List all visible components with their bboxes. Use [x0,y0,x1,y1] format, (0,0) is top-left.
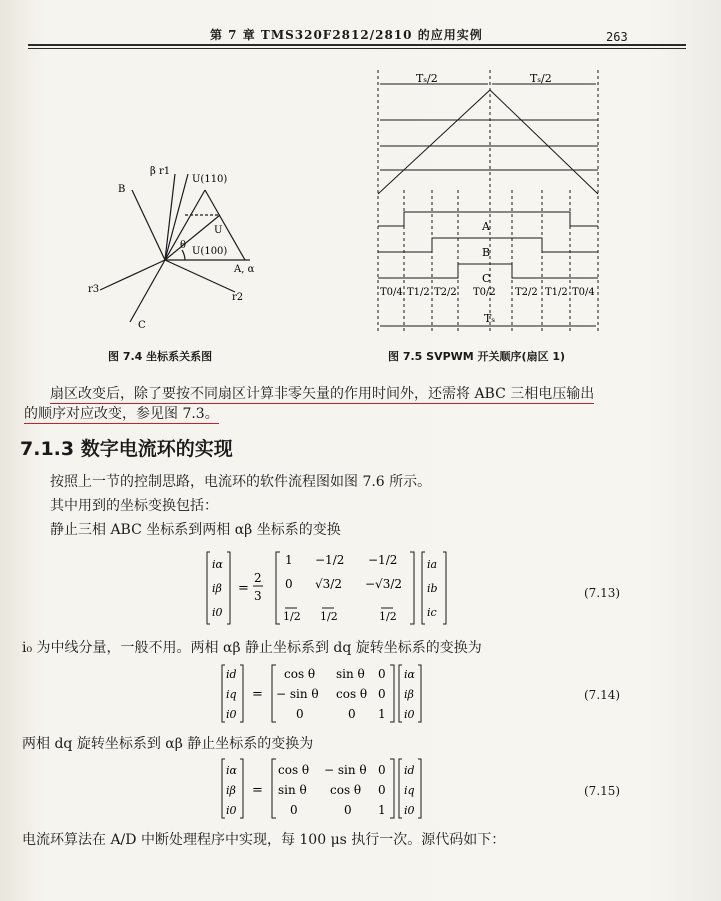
eq713-rhs-2: ib [427,582,438,595]
paragraph-alphabeta-to-dq: i₀ 为中线分量，一般不用。两相 αβ 静止坐标系到 dq 旋转坐标系的变换为 [22,640,482,656]
eq715-m13: 0 [378,763,386,777]
r3-axis [100,260,165,290]
eq715-m23: 0 [378,783,386,797]
eq715-m31: 0 [290,803,298,817]
triangle-carrier [378,90,598,194]
running-header: 第 7 章 TMS320F2812/2810 的应用实例 [210,28,483,42]
seg-5: T2/2 [515,287,538,298]
eq713-m12: −1/2 [315,553,345,567]
eq714-m11: cos θ [284,667,316,681]
eq713-m21: 0 [285,577,293,591]
eq714-lhs-3: i0 [226,708,237,721]
eq715-m22: cos θ [330,783,362,797]
eq713-lhs-2: iβ [212,582,222,595]
svg-text:=: = [252,687,263,702]
eq715-rhs-3: i0 [404,804,415,817]
eq715-m32: 0 [344,803,352,817]
eq713-lhs-3: i0 [212,606,223,619]
eq714-lhs-2: iq [226,688,237,701]
r2-axis [165,260,235,292]
seg-3: T2/2 [434,287,457,298]
seg-6: T1/2 [545,287,568,298]
figure-7-4-caption: 图 7.4 坐标系关系图 [108,350,213,363]
header-rule [28,44,686,46]
label-ts2-left: Tₛ/2 [416,72,438,85]
label-ts2-right: Tₛ/2 [530,72,552,85]
figure-svpwm-switching [370,70,620,340]
label-b: B [118,184,126,195]
label-phase-c: C [482,272,491,285]
eq714-m33: 1 [378,707,386,721]
paragraph-sector-change-line2: 的顺序对应改变，参见图 7.3。 [24,406,219,422]
eq714-lhs-1: id [226,668,237,681]
label-theta: θ [180,240,187,251]
eq713-factor-num: 2 [254,571,262,585]
paragraph-current-loop-algorithm: 电流环算法在 A/D 中断处理程序中实现，每 100 μs 执行一次。源代码如下： [22,832,506,848]
label-beta-r1: β r1 [150,166,171,177]
paragraph-sector-change-line1: 扇区改变后，除了要按不同扇区计算非零矢量的作用时间外，还需将 ABC 三相电压输出 [50,386,595,402]
beta-axis [165,174,175,260]
eq713-rhs-1: ia [427,558,438,571]
label-c: C [138,320,146,331]
eq713-m11: 1 [285,553,293,567]
eq715-rhs-2: iq [404,784,415,797]
eq715-lhs-1: iα [226,764,237,777]
paragraph-dq-to-alphabeta: 两相 dq 旋转坐标系到 αβ 静止坐标系的变换为 [22,736,314,752]
eq713-factor-den: 3 [254,589,262,603]
eq714-m23: 0 [378,687,386,701]
theta-arc [182,250,185,260]
eq715-rhs-1: id [404,764,415,777]
eq714-m32: 0 [348,707,356,721]
equation-7-14 [218,662,438,726]
eq713-m23: −√3/2 [365,577,403,591]
label-u100: U(100) [192,246,228,257]
figure-coordinate-systems [80,160,290,340]
eq714-m12: sin θ [336,667,365,681]
label-r3: r3 [88,284,100,295]
eq715-lhs-3: i0 [226,804,237,817]
eq713-m13: −1/2 [368,553,398,567]
equation-number-7-15: (7.15) [584,784,621,798]
eq713-lhs-1: iα [212,558,223,571]
equation-number-7-13: (7.13) [584,586,621,600]
eq714-rhs-2: iβ [404,688,414,701]
seg-7: T0/4 [572,287,595,298]
section-title: 7.1.3 数字电流环的实现 [20,438,233,460]
eq713-rhs-3: ic [427,606,437,619]
eq714-m22: cos θ [336,687,368,701]
label-phase-a: A [482,220,490,233]
figure-7-5-caption: 图 7.5 SVPWM 开关顺序(扇区 1) [388,350,566,363]
eq715-m33: 1 [378,803,386,817]
eq714-m31: 0 [296,707,304,721]
paragraph-transforms: 其中用到的坐标变换包括： [50,498,218,514]
eq715-m21: sin θ [278,783,307,797]
paragraph-control-idea: 按照上一节的控制思路，电流环的软件流程图如图 7.6 所示。 [50,474,432,490]
eq714-rhs-1: iα [404,668,415,681]
eq713-m32: 1/2 [320,610,338,623]
eq715-lhs-2: iβ [226,784,236,797]
seg-1: T0/4 [380,287,403,298]
label-u110: U(110) [192,174,228,185]
equation-7-15 [218,756,438,822]
eq713-m22: √3/2 [315,577,342,591]
c-axis [130,260,165,322]
eq713-m31: 1/2 [283,610,301,623]
eq714-m21: − sin θ [276,687,319,701]
label-a-alpha: A, α [234,264,255,275]
label-u: U [214,225,223,236]
equation-number-7-14: (7.14) [584,688,621,702]
label-r2: r2 [232,292,244,303]
page-number: 263 [606,30,628,44]
eq714-m13: 0 [378,667,386,681]
label-phase-b: B [482,246,491,259]
eq714-rhs-3: i0 [404,708,415,721]
seg-2: T1/2 [407,287,430,298]
eq715-m12: − sin θ [324,763,367,777]
header-rule-thin [28,48,686,49]
equation-7-13 [205,548,465,630]
eq713-m33: 1/2 [379,610,397,623]
b-axis [132,190,165,260]
label-ts: Tₛ [484,312,496,325]
paragraph-abc-to-alphabeta: 静止三相 ABC 坐标系到两相 αβ 坐标系的变换 [50,522,341,538]
eq715-m11: cos θ [278,763,310,777]
svg-text:=: = [252,783,263,798]
seg-4: T0/2 [473,287,496,298]
svg-text:=: = [238,581,249,596]
